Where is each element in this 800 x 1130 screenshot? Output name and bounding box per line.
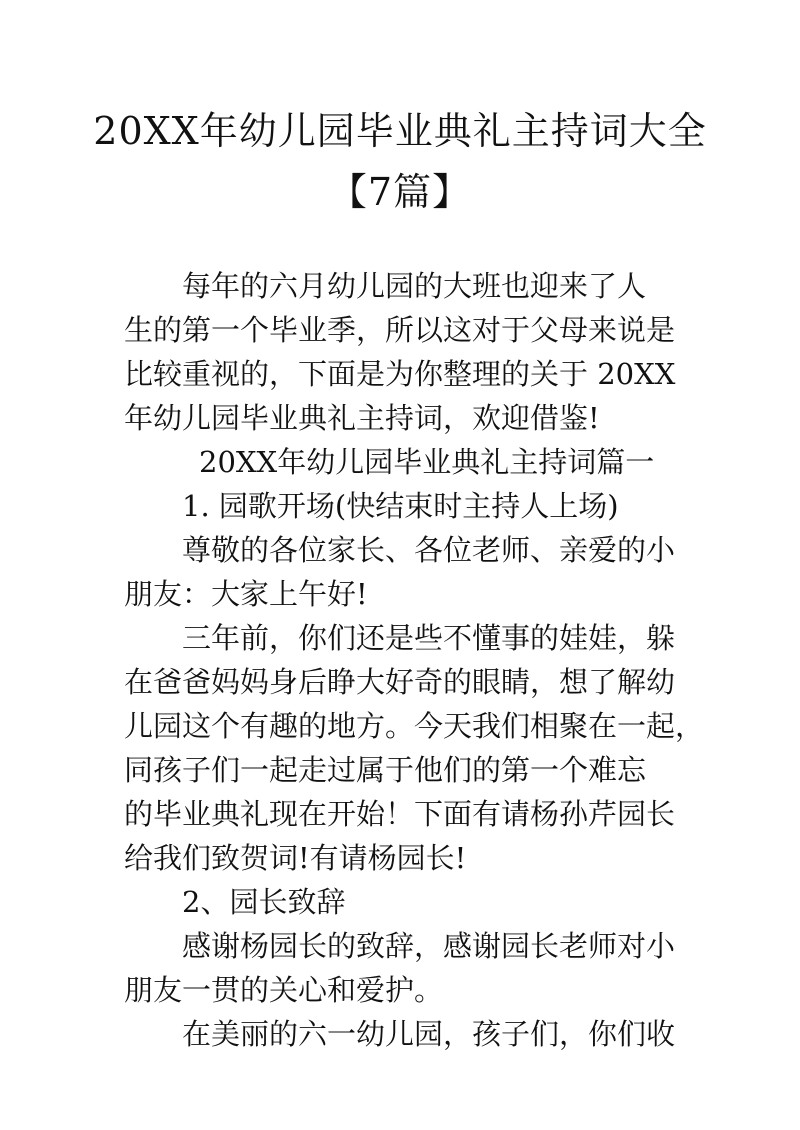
paragraph-line: 在美丽的六一幼儿园，孩子们，你们收 [182,1017,676,1051]
document-title: 20XX年幼儿园毕业典礼主持词大全 [93,109,707,153]
document-title-subtitle: 【7篇】 [328,170,472,214]
paragraph-line: 朋友：大家上午好! [124,577,368,611]
paragraph-line: 2、园长致辞 [182,885,346,919]
paragraph-line: 尊敬的各位家长、各位老师、亲爱的小 [182,533,676,567]
section-heading: 20XX年幼儿园毕业典礼主持词篇一 [199,445,655,479]
paragraph-line: 三年前，你们还是些不懂事的娃娃，躲 [182,621,676,655]
paragraph-line: 比较重视的，下面是为你整理的关于 20XX [124,357,676,391]
paragraph-line: 1. 园歌开场(快结束时主持人上场) [182,489,619,523]
paragraph-line: 生的第一个毕业季，所以这对于父母来说是 [124,313,676,347]
paragraph-line: 的毕业典礼现在开始！下面有请杨孙芹园长 [124,797,676,831]
paragraph-line: 儿园这个有趣的地方。今天我们相聚在一起， [124,709,705,743]
paragraph-line: 在爸爸妈妈身后睁大好奇的眼睛，想了解幼 [124,665,676,699]
paragraph-line: 年幼儿园毕业典礼主持词，欢迎借鉴! [124,401,600,435]
paragraph-line: 每年的六月幼儿园的大班也迎来了人 [182,269,647,303]
paragraph-line: 朋友一贯的关心和爱护。 [124,973,444,1007]
document-body [124,264,705,1056]
paragraph-line: 给我们致贺词!有请杨园长! [124,841,467,875]
paragraph-line: 感谢杨园长的致辞，感谢园长老师对小 [182,929,676,963]
paragraph-line: 同孩子们一起走过属于他们的第一个难忘 [124,753,647,787]
